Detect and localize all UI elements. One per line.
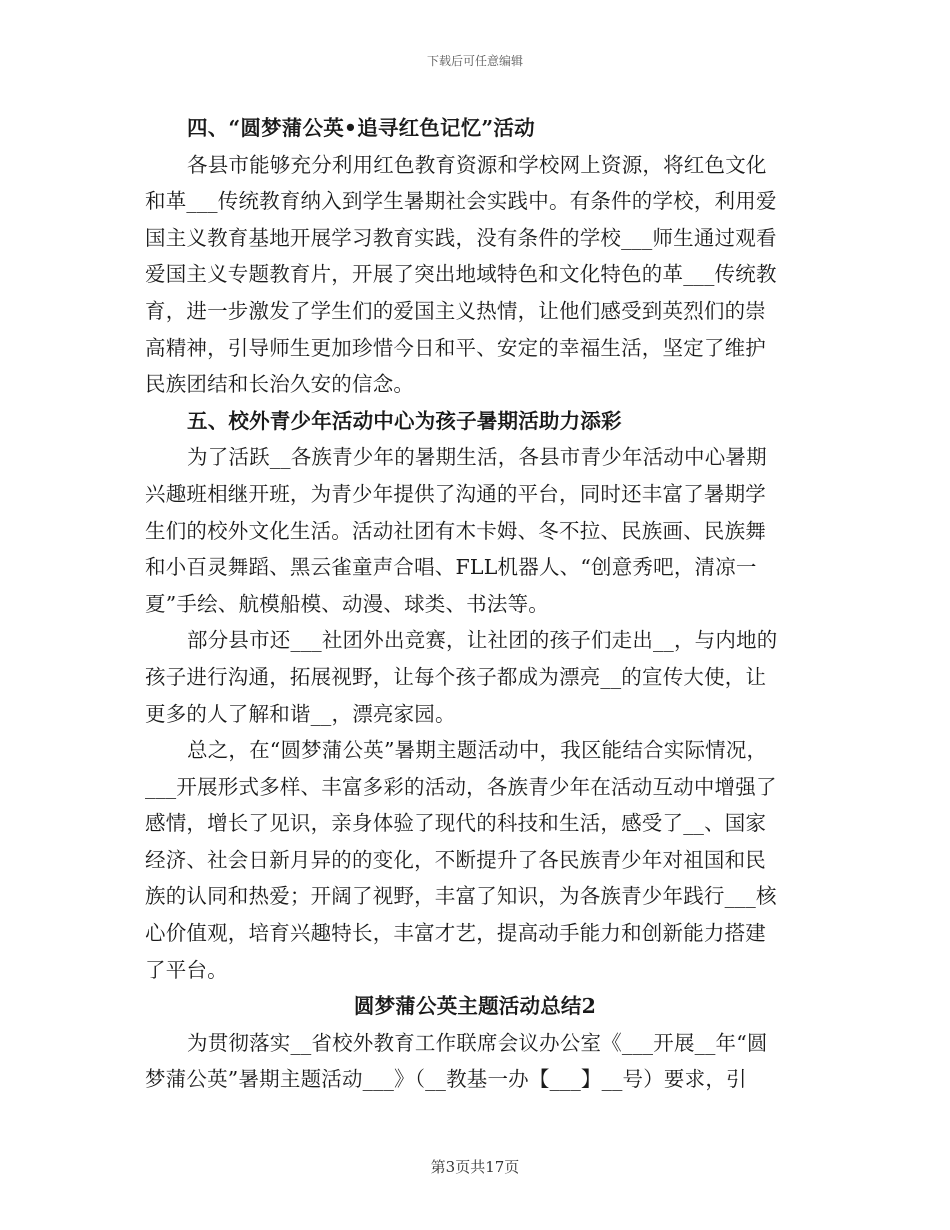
section-heading-5: 五、校外青少年活动中心为孩子暑期活助力添彩 bbox=[187, 408, 622, 433]
paragraph-line: 感情，增长了见识，亲身体验了现代的科技和生活，感受了__、国家 bbox=[145, 811, 767, 836]
document-title-2: 圆梦蒲公英主题活动总结2 bbox=[353, 994, 597, 1019]
paragraph-line: 总之，在“圆梦蒲公英”暑期主题活动中，我区能结合实际情况， bbox=[187, 738, 768, 763]
paragraph-line: 族的认同和热爱；开阔了视野，丰富了知识，为各族青少年践行___核 bbox=[145, 884, 777, 909]
paragraph-line: 民族团结和长治久安的信念。 bbox=[145, 372, 415, 397]
paragraph-line: 和小百灵舞蹈、黑云雀童声合唱、FLL机器人、“创意秀吧，清凉一 bbox=[145, 555, 757, 580]
paragraph-line: 育，进一步激发了学生们的爱国主义热情，让他们感受到英烈们的崇 bbox=[145, 298, 766, 323]
paragraph-line: 兴趣班相继开班，为青少年提供了沟通的平台，同时还丰富了暑期学 bbox=[145, 481, 766, 506]
paragraph-line: 夏”手绘、航模船模、动漫、球类、书法等。 bbox=[145, 591, 549, 616]
page-header: 下载后可任意编辑 bbox=[426, 54, 523, 68]
section-heading-4: 四、“圆梦蒲公英•追寻红色记忆”活动 bbox=[187, 116, 535, 140]
page-footer: 第3页共17页 bbox=[430, 1158, 520, 1176]
paragraph-line: 国主义教育基地开展学习教育实践，没有条件的学校___师生通过观看 bbox=[145, 225, 777, 250]
paragraph-line: 经济、社会日新月异的的变化，不断提升了各民族青少年对祖国和民 bbox=[145, 847, 766, 872]
paragraph-line: 梦蒲公英”暑期主题活动___》（__教基一办【___】__号）要求，引 bbox=[145, 1067, 747, 1092]
document-body bbox=[145, 110, 805, 1098]
paragraph-line: ___开展形式多样、丰富多彩的活动，各族青少年在活动互动中增强了 bbox=[145, 774, 777, 799]
paragraph-line: 生们的校外文化生活。活动社团有木卡姆、冬不拉、民族画、民族舞 bbox=[145, 518, 766, 543]
paragraph-line: 爱国主义专题教育片，开展了突出地域特色和文化特色的革___传统教 bbox=[145, 262, 777, 287]
paragraph-line: 为了活跃__各族青少年的暑期生活，各县市青少年活动中心暑期 bbox=[187, 445, 767, 470]
paragraph-line: 更多的人了解和谐__，漂亮家园。 bbox=[145, 701, 456, 726]
paragraph-line: 了平台。 bbox=[145, 957, 228, 982]
paragraph-line: 心价值观，培育兴趣特长，丰富才艺，提高动手能力和创新能力搭建 bbox=[145, 921, 766, 946]
paragraph-line: 各县市能够充分利用红色教育资源和学校网上资源，将红色文化 bbox=[187, 152, 767, 177]
paragraph-line: 为贯彻落实__省校外教育工作联席会议办公室《___开展__年“圆 bbox=[187, 1030, 768, 1055]
paragraph-line: 高精神，引导师生更加珍惜今日和平、安定的幸福生活，坚定了维护 bbox=[145, 335, 766, 360]
paragraph-line: 和革___传统教育纳入到学生暑期社会实践中。有条件的学校，利用爱 bbox=[145, 189, 777, 214]
paragraph-line: 部分县市还___社团外出竞赛，让社团的孩子们走出__，与内地的 bbox=[187, 628, 778, 653]
paragraph-line: 孩子进行沟通，拓展视野，让每个孩子都成为漂亮__的宣传大使，让 bbox=[145, 664, 767, 689]
